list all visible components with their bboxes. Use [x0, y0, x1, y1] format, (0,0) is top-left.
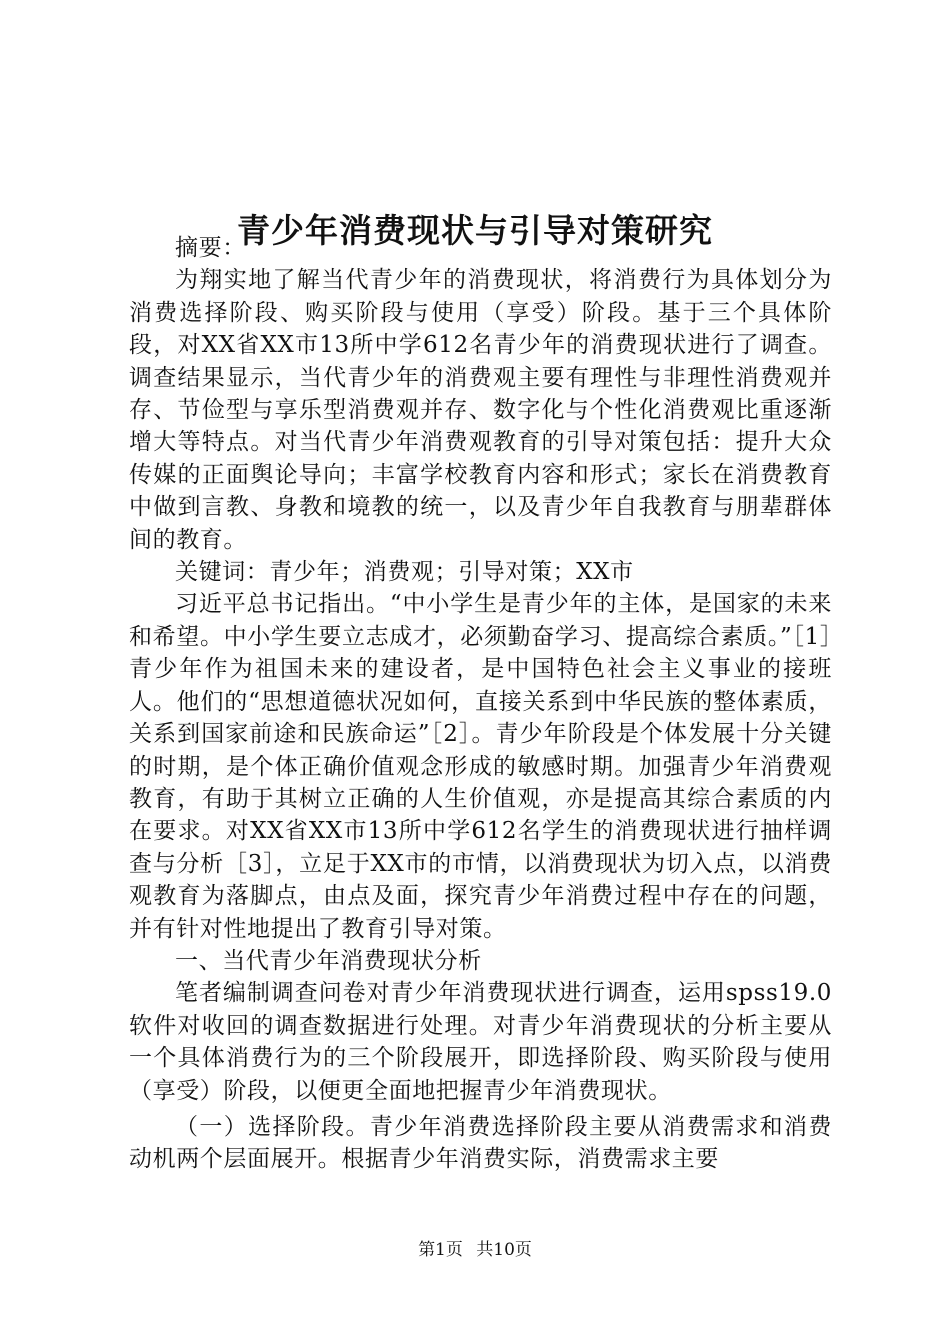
method-paragraph: 笔者编制调查问卷对青少年消费现状进行调查，运用spss19.0软件对收回的调查数据进行处理。对青少年消费现状的分析主要从一个具体消费行为的三个阶段展开，即选择阶段、购买阶段与使用（享受）阶段，以便更全面地把握青少年消费现状。	[129, 980, 832, 1104]
page-number: 第1页	[418, 1240, 463, 1260]
document-body	[129, 232, 832, 1176]
page-total: 共10页	[476, 1240, 532, 1260]
intro-paragraph: 习近平总书记指出。“中小学生是青少年的主体，是国家的未来和希望。中小学生要立志成才，必须勤奋学习、提高综合素质。”［1］青少年作为祖国未来的建设者，是中国特色社会主义事业的接班人。他们的“思想道德状况如何，直接关系到中华民族的整体素质，关系到国家前途和民族命运”［2］。青少年阶段是个体发展十分关键的时期，是个体正确价值观念形成的敏感时期。加强青少年消费观教育，有助于其树立正确的人生价值观，亦是提高其综合素质的内在要求。对XX省XX市13所中学612名学生的消费现状进行抽样调查与分析［3］，立足于XX市的市情，以消费现状为切入点，以消费观教育为落脚点，由点及面，探究青少年消费过程中存在的问题，并有针对性地提出了教育引导对策。	[129, 591, 832, 942]
abstract-paragraph: 为翔实地了解当代青少年的消费现状，将消费行为具体划分为消费选择阶段、购买阶段与使用（享受）阶段。基于三个具体阶段，对XX省XX市13所中学612名青少年的消费现状进行了调查。调查结果显示，当代青少年的消费观主要有理性与非理性消费观并存、节俭型与享乐型消费观并存、数字化与个性化消费观比重逐渐增大等特点。对当代青少年消费观教育的引导对策包括：提升大众传媒的正面舆论导向；丰富学校教育内容和形式；家长在消费教育中做到言教、身教和境教的统一，以及青少年自我教育与朋辈群体间的教育。	[129, 267, 832, 553]
section-heading-1: 一、当代青少年消费现状分析	[175, 947, 482, 974]
keywords-line: 关键词：青少年；消费观；引导对策；XX市	[175, 559, 634, 586]
document-title: 青少年消费现状与引导对策研究	[237, 211, 713, 251]
selection-stage-paragraph: （一）选择阶段。青少年消费选择阶段主要从消费需求和消费动机两个层面展开。根据青少年消费实际，消费需求主要	[129, 1113, 832, 1173]
page-footer	[0, 1238, 950, 1262]
abstract-heading: 摘要：	[175, 235, 246, 261]
